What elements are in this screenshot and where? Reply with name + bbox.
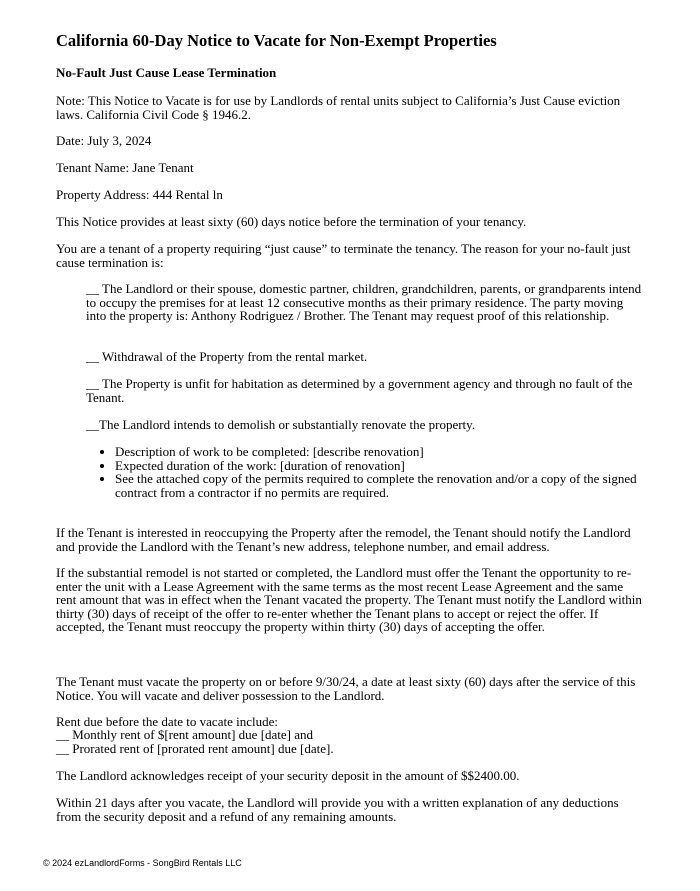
reoccupy-paragraph: If the Tenant is interested in reoccupying the Property after the remodel, the Tenant should notify the Landlord and provide the Landlord with the Tenant’s new address, telephone number, and email address. [56,525,631,554]
page-title: California 60-Day Notice to Vacate for Non-Exempt Properties [56,31,497,50]
vacate-paragraph: The Tenant must vacate the property on or before 9/30/24, a date at least sixty (60) days after the service of this Notice. You will vacate and deliver possession to the Landlord. [56,674,636,703]
page-footer: © 2024 ezLandlordForms - SongBird Rentals LLC [43,858,242,868]
reason-option-renovation: __The Landlord intends to demolish or substantially renovate the property. [86,417,476,432]
renovation-details-list [56,445,646,499]
section-subtitle: No-Fault Just Cause Lease Termination [56,65,277,80]
list-item: • See the attached copy of the permits required to complete the renovation and/or a copy of the signed contract from a contractor if no permits are required. [115,472,646,499]
rent-due-intro: Rent due before the date to vacate include: [56,714,278,729]
list-item: • Description of work to be completed: [describe renovation] [115,445,646,459]
notice-period-paragraph: This Notice provides at least sixty (60) days notice before the termination of your tenancy. [56,214,527,229]
property-address-line: Property Address: 444 Rental ln [56,187,223,202]
reason-option-occupancy: __ The Landlord or their spouse, domestic partner, children, grandchildren, parents, or grandparents intend to occupy the premises for at least 12 consecutive months as their primary residence. The party moving into the property is: Anthony Rodriguez / Brother. The Tenant may request proof of this relationship. [86,281,642,323]
date-line: Date: July 3, 2024 [56,133,152,148]
remodel-paragraph: If the substantial remodel is not started or completed, the Landlord must offer the Tenant the opportunity to re-enter the unit with a Lease Agreement with the same terms as the most recent Lease Agreement and the same rent amount that was in effect when the Tenant vacated the property. The Tenant must notify the Landlord within thirty (30) days of receipt of the offer to re-enter whether the Tenant plans to accept or reject the offer. If accepted, the Tenant must reoccupy the property within thirty (30) days of accepting the offer. [56,565,642,634]
rent-prorated-line: __ Prorated rent of [prorated rent amount] due [date]. [56,741,334,756]
tenant-name-line: Tenant Name: Jane Tenant [56,160,194,175]
list-item: • Expected duration of the work: [duration of renovation] [115,459,646,473]
reason-intro-paragraph: You are a tenant of a property requiring “just cause” to terminate the tenancy. The reason for your no-fault just cause termination is: [56,241,631,270]
refund-paragraph: Within 21 days after you vacate, the Landlord will provide you with a written explanation of any deductions from the security deposit and a refund of any remaining amounts. [56,795,619,824]
note-paragraph: Note: This Notice to Vacate is for use by Landlords of rental units subject to California’s Just Cause eviction laws. California Civil Code § 1946.2. [56,93,621,122]
rent-monthly-line: __ Monthly rent of $[rent amount] due [date] and [56,727,314,742]
reason-option-withdrawal: __ Withdrawal of the Property from the rental market. [86,349,368,364]
deposit-paragraph: The Landlord acknowledges receipt of your security deposit in the amount of $$2400.00. [56,768,520,783]
reason-option-unfit: __ The Property is unfit for habitation as determined by a government agency and through no fault of the Tenant. [86,376,633,405]
